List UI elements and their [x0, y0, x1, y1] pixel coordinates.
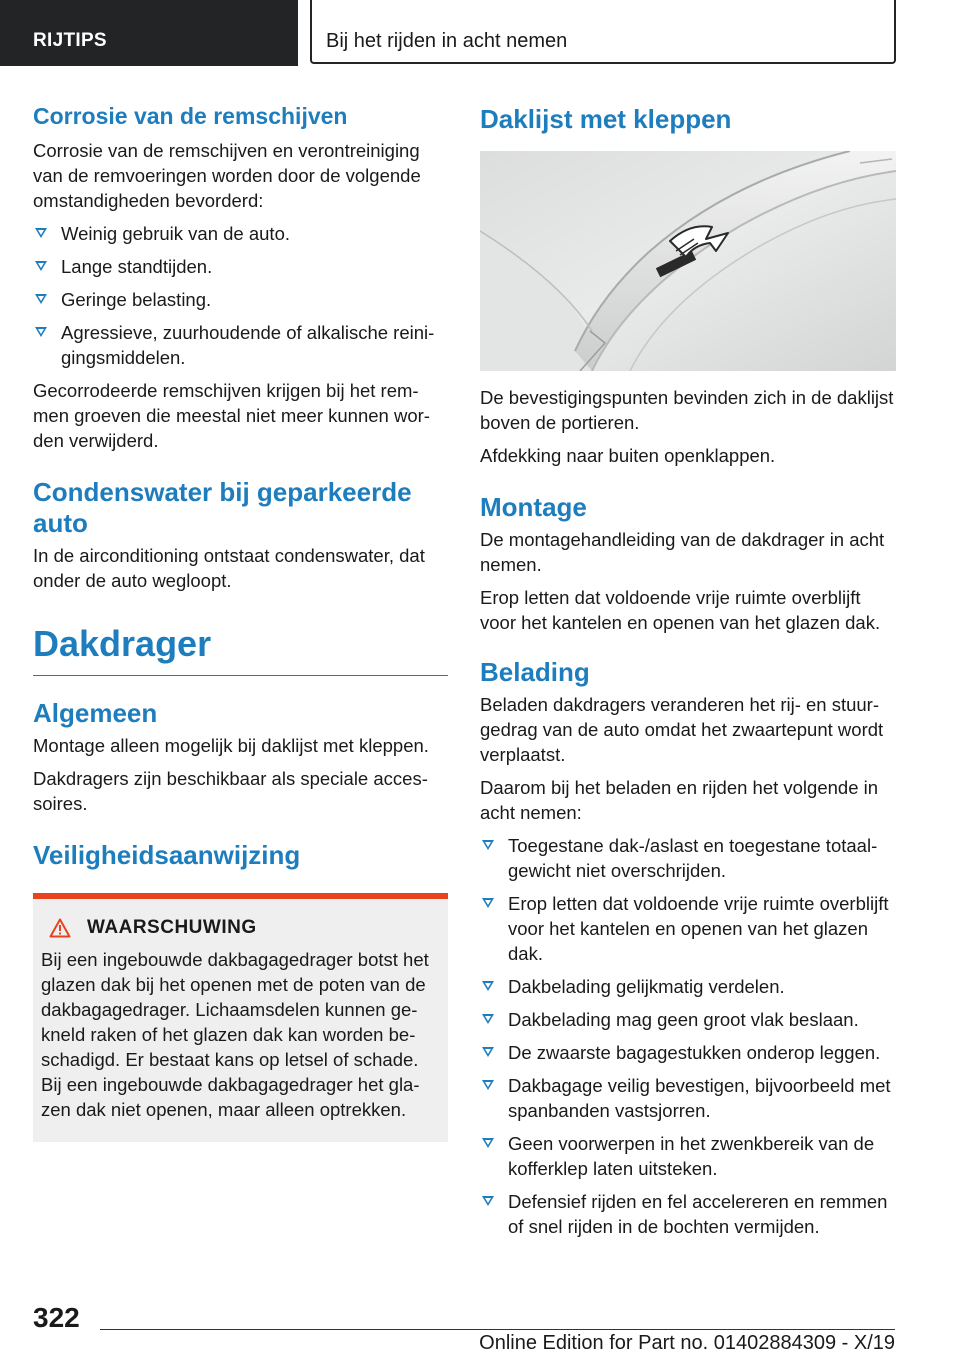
- corrosion-factor-list: [33, 221, 448, 370]
- list-item: Dakbelading gelijkmatig verdelen.: [480, 974, 896, 999]
- heading-condensation: Condenswater bij geparkeerde auto: [33, 477, 412, 538]
- page-header: [0, 0, 960, 66]
- chapter-label: RIJTIPS: [0, 0, 298, 66]
- page-footer: [0, 1290, 960, 1362]
- list-item: Weinig gebruik van de auto.: [33, 221, 448, 246]
- edition-note: Online Edition for Part no. 01402884309 - X/19: [479, 1332, 895, 1354]
- section-title: Bij het rijden in acht nemen: [310, 0, 896, 64]
- warning-text: Bij een ingebouwde dakbagagedrager botst het glazen dak bij het openen met de poten van de dakbagagedrager. Lichaamsdelen kunnen gekneld raken of het glazen dak kan worden beschadigd. Er bestaat kans op letsel of schade. Bij een ingebouwde dakbagagedrager het glazen dak niet openen, maar alleen optrekken.: [41, 949, 429, 1120]
- paragraph-condensation: In de airconditioning ontstaat condenswater, dat onder de auto wegloopt.: [33, 545, 425, 591]
- triangle-bullet-icon: [482, 898, 494, 908]
- triangle-bullet-icon: [482, 1196, 494, 1206]
- left-column: [33, 100, 448, 1142]
- triangle-bullet-icon: [482, 981, 494, 991]
- warning-triangle-icon: [49, 918, 71, 938]
- paragraph-loading-2: Daarom bij het beladen en rijden het volgende in acht nemen:: [480, 777, 879, 823]
- list-item: Geen voorwerpen in het zwenkbereik van de kofferklep laten uitsteken.: [480, 1131, 896, 1181]
- heading-general: Algemeen: [33, 698, 158, 728]
- triangle-bullet-icon: [482, 840, 494, 850]
- footer-rule: [100, 1329, 895, 1330]
- heading-roof-strip: Daklijst met kleppen: [480, 104, 732, 134]
- list-item: Dakbagage veilig bevestigen, bijvoorbeeld met spanbanden vastsjorren.: [480, 1073, 896, 1123]
- paragraph-strip-1: De bevestigingspunten bevinden zich in de daklijst boven de portieren.: [480, 387, 894, 433]
- heading-underline: [33, 675, 448, 676]
- triangle-bullet-icon: [35, 228, 47, 238]
- triangle-bullet-icon: [482, 1138, 494, 1148]
- paragraph-loading-1: Beladen dakdragers veranderen het rij- en stuurgedrag van de auto omdat het zwaartepunt wordt verplaatst.: [480, 694, 884, 765]
- paragraph-corrosion-outro: Gecorrodeerde remschijven krijgen bij het remmen groeven die meestal niet meer kunnen worden verwijderd.: [33, 380, 430, 451]
- right-column: [480, 100, 896, 1239]
- page-number: 322: [33, 1302, 80, 1333]
- warning-title: WAARSCHUWING: [87, 917, 257, 938]
- list-item: Toegestane dak-/aslast en toegestane totaalgewicht niet overschrijden.: [480, 833, 896, 883]
- triangle-bullet-icon: [482, 1080, 494, 1090]
- heading-safety: Veiligheidsaanwijzing: [33, 840, 301, 870]
- list-item: De zwaarste bagagestukken onderop leggen.: [480, 1040, 896, 1065]
- heading-brake-corrosion: Corrosie van de remschijven: [33, 103, 348, 129]
- loading-rules-list: [480, 833, 896, 1239]
- paragraph-corrosion-intro: Corrosie van de remschijven en verontreiniging van de remvoeringen worden door de volgende omstandigheden bevorderd:: [33, 140, 421, 211]
- triangle-bullet-icon: [35, 261, 47, 271]
- triangle-bullet-icon: [35, 294, 47, 304]
- heading-mounting: Montage: [480, 492, 587, 522]
- paragraph-general-2: Dakdragers zijn beschikbaar als speciale accessoires.: [33, 768, 428, 814]
- list-item: Geringe belasting.: [33, 287, 448, 312]
- paragraph-mounting-2: Erop letten dat voldoende vrije ruimte overblijft voor het kantelen en openen van het glazen dak.: [480, 587, 881, 633]
- roof-strip-flap-illustration: [480, 151, 896, 371]
- triangle-bullet-icon: [482, 1014, 494, 1024]
- list-item: Defensief rijden en fel accelereren en remmen of snel rijden in de bochten vermijden.: [480, 1189, 896, 1239]
- paragraph-general-1: Montage alleen mogelijk bij daklijst met kleppen.: [33, 735, 429, 756]
- list-item: Dakbelading mag geen groot vlak beslaan.: [480, 1007, 896, 1032]
- heading-loading: Belading: [480, 657, 590, 687]
- warning-header: [49, 917, 440, 939]
- list-item: Erop letten dat voldoende vrije ruimte overblijft voor het kantelen en openen van het glazen dak.: [480, 891, 896, 966]
- heading-roof-rack: Dakdrager: [33, 623, 212, 664]
- list-item: Agressieve, zuurhoudende of alkalische reinigingsmiddelen.: [33, 320, 448, 370]
- triangle-bullet-icon: [482, 1047, 494, 1057]
- paragraph-strip-2: Afdekking naar buiten openklappen.: [480, 445, 776, 466]
- paragraph-mounting-1: De montagehandleiding van de dakdrager in acht nemen.: [480, 529, 885, 575]
- triangle-bullet-icon: [35, 327, 47, 337]
- list-item: Lange standtijden.: [33, 254, 448, 279]
- warning-box: [33, 893, 448, 1142]
